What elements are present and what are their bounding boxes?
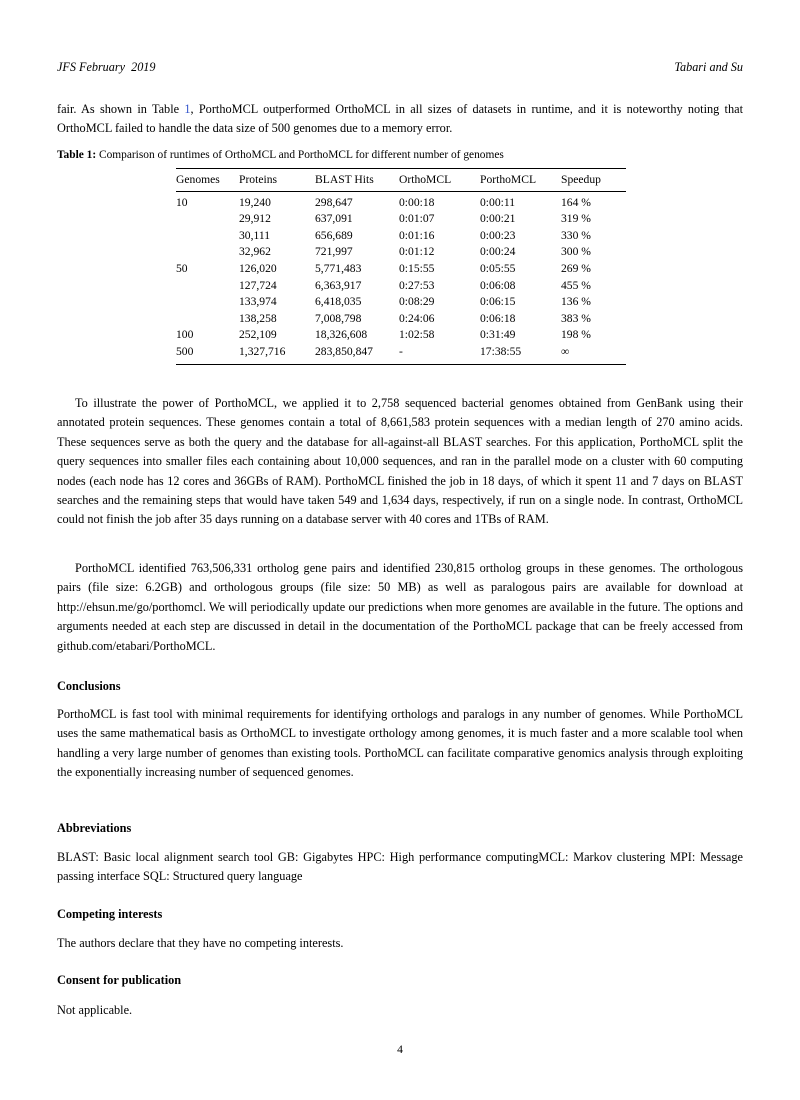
cell-porthomcl: 0:06:15 [480, 295, 516, 309]
cell-speedup: ∞ [561, 344, 570, 358]
running-header [57, 60, 743, 75]
table-caption [57, 148, 743, 163]
cell-porthomcl: 0:00:21 [480, 212, 516, 226]
cell-speedup: 383 % [561, 311, 591, 325]
cell-porthomcl: 17:38:55 [480, 344, 522, 358]
table-header-row [176, 169, 626, 192]
cell-blast-hits: 283,850,847 [315, 344, 373, 358]
cell-orthomcl: 0:01:07 [399, 212, 435, 226]
cell-porthomcl: 0:31:49 [480, 328, 516, 342]
cell-blast-hits: 6,418,035 [315, 295, 362, 309]
table-row [176, 191, 626, 211]
cell-proteins: 252,109 [239, 328, 277, 342]
cell-proteins: 30,111 [239, 228, 271, 242]
cell-genomes: 10 [176, 195, 188, 209]
intro-text-after-ref: , PorthoMCL outperformed OrthoMCL in all sizes of datasets in runtime, and it is noteworthy noting that OrthoMCL failed to handle the data size of 500 genomes due to a memory error. [57, 102, 743, 136]
cell-genomes [176, 228, 239, 245]
section-heading-competing-interests: Competing interests [57, 907, 163, 921]
table-row [176, 244, 626, 261]
cell-genomes: 500 [176, 344, 194, 358]
cell-blast-hits: 6,363,917 [315, 278, 362, 292]
cell-blast-hits: 721,997 [315, 245, 353, 259]
column-header-proteins: Proteins [239, 173, 278, 186]
cell-genomes [176, 294, 239, 311]
cell-proteins: 138,258 [239, 311, 277, 325]
cell-orthomcl: 0:08:29 [399, 295, 435, 309]
intro-paragraph [57, 100, 743, 139]
cell-proteins: 29,912 [239, 212, 271, 226]
section-text-competing-interests: The authors declare that they have no competing interests. [57, 936, 344, 950]
cell-speedup: 330 % [561, 228, 591, 242]
cell-orthomcl: 0:27:53 [399, 278, 435, 292]
table-caption-text: Comparison of runtimes of OrthoMCL and PorthoMCL for different number of genomes [96, 149, 504, 161]
section-text-conclusions: PorthoMCL is fast tool with minimal requirements for identifying orthologs and paralogs in any number of genomes. While PorthoMCL uses the same mathematical basis as OrthoMCL to investigate orthology among genomes, it is much faster and a more scalable tool when handling a very large number of genomes than existing tools. PorthoMCL can facilitate comparative genomics analysis through exploiting the exponentially increasing number of sequenced genomes. [57, 707, 743, 780]
document-page [57, 0, 743, 1100]
section-text-abbreviations: BLAST: Basic local alignment search tool GB: Gigabytes HPC: High performance computingMCL: Markov clustering MPI: Message passing interface SQL: Structured query language [57, 850, 743, 884]
column-header-speedup: Speedup [561, 173, 601, 186]
cell-genomes [176, 244, 239, 261]
cell-genomes: 50 [176, 261, 188, 275]
cell-orthomcl: 0:01:16 [399, 228, 435, 242]
cell-orthomcl: 0:01:12 [399, 245, 435, 259]
table-row [176, 294, 626, 311]
column-header-blast-hits: BLAST Hits [315, 173, 374, 186]
cell-speedup: 319 % [561, 212, 591, 226]
table-caption-label: Table 1: [57, 149, 97, 161]
cell-blast-hits: 7,008,798 [315, 311, 362, 325]
body-paragraph-2: PorthoMCL identified 763,506,331 ortholog gene pairs and identified 230,815 ortholog groups in these genomes. The orthologous pairs (file size: 6.2GB) and orthologous groups (file size: 50 MB) as well as paralogous pairs are available for download at http://ehsun.me/go/porthomcl. We will periodically update our predictions when more genomes are available in the future. The options and arguments needed at each step are discussed in detail in the documentation of the PorthoMCL package that can be freely accessed from github.com/etabari/PorthoMCL. [57, 561, 743, 653]
table-row [176, 344, 626, 364]
running-header-left: JFS February 2019 [57, 60, 156, 74]
table-1-reference-link[interactable]: 1 [184, 102, 191, 116]
cell-porthomcl: 0:00:24 [480, 245, 516, 259]
table-row [176, 278, 626, 295]
cell-porthomcl: 0:00:11 [480, 195, 515, 209]
table-head [176, 169, 626, 192]
table-row [176, 311, 626, 328]
cell-blast-hits: 298,647 [315, 195, 353, 209]
cell-orthomcl: 1:02:58 [399, 328, 435, 342]
cell-speedup: 300 % [561, 245, 591, 259]
cell-genomes [176, 278, 239, 295]
cell-blast-hits: 5,771,483 [315, 261, 362, 275]
section-text-consent: Not applicable. [57, 1003, 133, 1017]
cell-speedup: 164 % [561, 195, 591, 209]
cell-porthomcl: 0:06:18 [480, 311, 516, 325]
cell-proteins: 1,327,716 [239, 344, 286, 358]
runtimes-table-wrapper [176, 168, 626, 365]
cell-porthomcl: 0:06:08 [480, 278, 516, 292]
column-header-porthomcl: PorthoMCL [480, 173, 537, 186]
cell-proteins: 127,724 [239, 278, 277, 292]
cell-blast-hits: 18,326,608 [315, 328, 368, 342]
cell-blast-hits: 637,091 [315, 212, 353, 226]
runtimes-table [176, 168, 626, 365]
cell-proteins: 126,020 [239, 261, 277, 275]
cell-orthomcl: 0:24:06 [399, 311, 435, 325]
column-header-genomes: Genomes [176, 173, 220, 186]
cell-proteins: 32,962 [239, 245, 271, 259]
section-heading-abbreviations: Abbreviations [57, 821, 132, 835]
cell-genomes [176, 311, 239, 328]
table-body [176, 191, 626, 364]
table-row [176, 211, 626, 228]
cell-orthomcl: 0:15:55 [399, 261, 435, 275]
running-header-right: Tabari and Su [674, 60, 743, 74]
column-header-orthomcl: OrthoMCL [399, 173, 452, 186]
table-row [176, 261, 626, 278]
cell-speedup: 269 % [561, 261, 591, 275]
page-number: 4 [397, 1043, 403, 1056]
section-heading-conclusions: Conclusions [57, 679, 121, 693]
cell-proteins: 19,240 [239, 195, 271, 209]
section-heading-consent: Consent for publication [57, 973, 182, 987]
cell-orthomcl: - [399, 344, 403, 358]
cell-orthomcl: 0:00:18 [399, 195, 435, 209]
cell-blast-hits: 656,689 [315, 228, 353, 242]
cell-speedup: 198 % [561, 328, 591, 342]
cell-genomes: 100 [176, 328, 194, 342]
cell-speedup: 136 % [561, 295, 591, 309]
intro-text-before-ref: fair. As shown in Table [57, 102, 185, 116]
cell-porthomcl: 0:05:55 [480, 261, 516, 275]
table-row [176, 327, 626, 344]
cell-porthomcl: 0:00:23 [480, 228, 516, 242]
body-paragraph-1: To illustrate the power of PorthoMCL, we applied it to 2,758 sequenced bacterial genomes obtained from GenBank using their annotated protein sequences. These genomes contain a total of 8,661,583 protein sequences with a median length of 270 amino acids. These sequences serve as both the query and the database for all-against-all BLAST searches. For this application, PorthoMCL split the query sequences into smaller files each containing about 10,000 sequences, and ran in the parallel mode on a cluster with 60 computing nodes (each node has 12 cores and 36GBs of RAM). PorthoMCL finished the job in 18 days, of which it spent 11 and 7 days on BLAST searches and the remaining steps that would have taken 549 and 1,634 days, respectively, if run on a single node. In contrast, OrthoMCL could not finish the job after 35 days running on a database server with 40 cores and 1TBs of RAM. [57, 396, 743, 527]
table-row [176, 228, 626, 245]
cell-proteins: 133,974 [239, 295, 277, 309]
cell-speedup: 455 % [561, 278, 591, 292]
cell-genomes [176, 211, 239, 228]
